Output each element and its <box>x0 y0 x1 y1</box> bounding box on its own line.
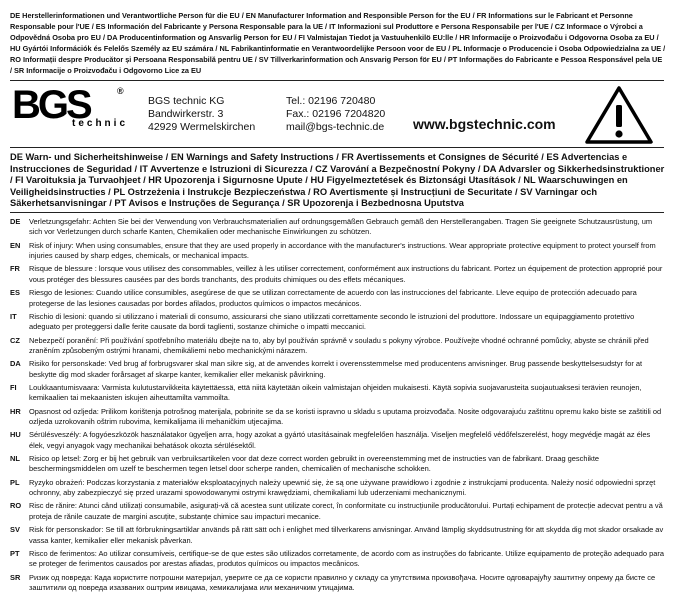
warning-text: Risco de ferimentos: Ao utilizar consumíveis, certifique-se de que estes são utilizados corretamente, de acordo com as instruções do fabricante. Utilize equipamento de proteção adequado para se proteger de ferimentos causados por arestas afiadas, produtos químicos ou impactos mecânicos. <box>29 548 665 569</box>
warning-entry-en <box>10 241 666 262</box>
language-code: FI <box>10 382 17 392</box>
warning-entry-sr <box>10 573 666 594</box>
warning-entry-sv <box>10 525 666 546</box>
company-address <box>148 95 255 134</box>
email-address: mail@bgs-technic.de <box>286 121 385 133</box>
warning-entry-hu <box>10 430 666 451</box>
warning-entry-ro <box>10 501 666 522</box>
manufacturer-info-heading: DE Herstellerinformationen und Verantwortliche Person für die EU / EN Manufacturer Information and Responsible Person for the EU / FR Informations sur le Fabricant et Personne Responsable pour l'UE / ES Información del Fabricante y Persona Responsable para la UE / IT Informazioni sul Produttore e Persona Responsabile per l'UE / CZ Informace o Výrobci a Odpovědná Osoba pro EU / DA Producentinformation og Ansvarlig Person for EU / FI Valmistajan Tiedot ja Vastuuhenkilö EU:lle / HR Informacije o Proizvođaču i Odgovorna Osoba za EU / HU Gyártói Információk és Felelős Személy az EU számára / NL Fabrikantinformatie en Verantwoordelijke Persoon voor de EU / PL Informacje o Producencie i Osoba Odpowiedzialna za UE / RO Informații despre Producător și Persoana Responsabilă pentru UE / SV Tillverkarinformation och Ansvarig Person för EU / PT Informações do Fabricante e Pessoa Responsável pela UE / SR Informacije o Proizvođaču i Odgovorno Lice za EU <box>10 11 666 75</box>
warning-text: Opasnost od ozljeda: Prilikom korištenja potrošnog materijala, pobrinite se da se koristi ispravno u skladu s uputama proizvođača. Nosite odgovarajuću zaštitnu opremu kako biste se zaštitili od ozljeda uzrokovanih oštrim rubovima, kemikalijama ili mehaničkim utjecajima. <box>29 406 662 427</box>
warning-text: Risque de blessure : lorsque vous utilisez des consommables, veillez à les utiliser correctement, conformément aux instructions du fabricant. Portez un équipement de protection approprié pour vous protéger des blessures causées par des bords tranchants, des produits chimiques ou des effets mécaniques. <box>29 264 663 284</box>
warning-text: Loukkaantumisvaara: Varmista kulutustarvikkeita käytettäessä, että niitä käytetään oikein valmistajan ohjeiden mukaisesti. Käytä sopivia suojavarusteita suojautuaksesi terävien reunojen, kemikaalien tai mekaanisten iskujen aiheuttamilta vammoilta. <box>29 382 642 403</box>
warning-entry-da <box>10 359 666 380</box>
language-code: HR <box>10 406 21 416</box>
warning-entry-fr <box>10 264 666 285</box>
logo-registered-mark: ® <box>117 86 124 96</box>
language-code: RO <box>10 501 22 511</box>
language-code: DE <box>10 217 21 226</box>
language-code: FR <box>10 264 20 274</box>
warning-text: Riesgo de lesiones: Cuando utilice consumibles, asegúrese de que se utilizan correctamente de acuerdo con las instrucciones del fabricante. Lleve equipo de protección adecuado para protegerse de las lesiones causadas por bordes afilados, productos químicos o impactos mecánicos. <box>29 288 637 308</box>
website-url: www.bgstechnic.com <box>413 116 556 132</box>
warning-icon <box>584 85 654 145</box>
fax-number: Fax.: 02196 7204820 <box>286 108 386 120</box>
company-city: 42929 Wermelskirchen <box>148 121 256 133</box>
warning-entry-nl <box>10 454 666 475</box>
phone-number: Tel.: 02196 720480 <box>286 95 376 107</box>
language-code: HU <box>10 430 21 440</box>
warning-text: Risk för personskador: Se till att förbrukningsartiklar används på rätt sätt och i enlighet med tillverkarens anvisningar. Använd lämplig skyddsutrustning för att skydda dig mot skador orsakade av vassa kanter, kemikalier eller mekanisk påverkan. <box>29 525 664 545</box>
warning-text: Risiko for personskade: Ved brug af forbrugsvarer skal man sikre sig, at de anvendes korrekt i overensstemmelse med producentens anvisninger. Brug passende beskyttelsesudstyr for at beskytte dig mod skader forårsaget af skarpe kanter, kemikalier eller mekanisk påvirkning. <box>29 359 643 379</box>
warning-entry-fi <box>10 383 666 404</box>
warning-text: Risc de rănire: Atunci când utilizați consumabile, asigurați-vă că acestea sunt utilizate corect, în conformitate cu instrucțiunile producătorului. Purtați echipament de protecție adecvat pentru a vă proteja de rănile cauzate de margini ascuțite, substanțe chimice sau impacturi mecanice. <box>29 501 663 521</box>
company-name: BGS technic KG <box>148 95 225 107</box>
bgs-logo <box>12 83 129 132</box>
language-code: NL <box>10 454 20 464</box>
warning-text: Risico op letsel: Zorg er bij het gebruik van verbruiksartikelen voor dat deze correct worden gebruikt in overeenstemming met de instructies van de fabrikant. Draag geschikte beschermingsmiddelen om uzelf te beschermen tegen letsel door scherpe randen, chemicaliën of mechanische schokken. <box>29 454 600 474</box>
language-code: SV <box>10 525 20 535</box>
warning-text: Ryzyko obrażeń: Podczas korzystania z materiałów eksploatacyjnych należy upewnić się, że są one używane prawidłowo i zgodnie z instrukcjami producenta. Należy nosić odpowiedni sprzęt ochronny, aby zabezpieczyć się przed urazami spowodowanymi ostrymi krawędziami, chemikaliami lub uderzeniami mechanicznymi. <box>29 477 656 498</box>
divider <box>10 80 664 81</box>
warning-text: Sérülésveszély: A fogyóeszközök használatakor ügyeljen arra, hogy azokat a gyártó utasításainak megfelelően használja. Viseljen megfelelő védőfelszerelést, hogy megvédje magát az éles élek, vegyi anyagok vagy mechanikai behatások okozta sérülésektől. <box>29 430 651 450</box>
language-code: PT <box>10 548 20 558</box>
section-title: DE Warn- und Sicherheitshinweise / EN Warnings and Safety Instructions / FR Avertissements et Consignes de Sécurité / ES Advertencias e Instrucciones de Seguridad / IT Avvertenze e Istruzioni di Sicurezza / CZ Varování a Bezpečnostní Pokyny / DA Advarsler og Sikkerhedsinstruktioner / FI Varoituksia ja Turvaohjeet / HR Upozorenja i Sigurnosne Upute / HU Figyelmeztetések és Biztonsági Utasítások / NL Waarschuwingen en Veiligheidsinstructies / PL Ostrzeżenia i Instrukcje Bezpieczeństwa / RO Avertismente și Instrucțiuni de Securitate / SV Varningar och Säkerhetsanvisningar / PT Avisos e Instruções de Segurança / SR Upozorenja i Bezbednosna Uputstva <box>10 152 665 209</box>
language-code: CZ <box>10 335 20 345</box>
warning-text: Verletzungsgefahr: Achten Sie bei der Verwendung von Verbrauchsmaterialien auf ordnungsgemäßen Gebrauch gemäß den Herstellerangaben. Tragen Sie geeignete Schutzausrüstung, um sich vor Verletzungen durch scharfe Kanten, Chemikalien oder mechanische Einwirkungen zu schützen. <box>29 217 653 237</box>
warning-entry-pt <box>10 549 666 570</box>
warning-entries <box>10 217 666 596</box>
warning-entry-cz <box>10 336 666 357</box>
divider <box>10 147 664 148</box>
language-code: PL <box>10 477 20 487</box>
language-code: DA <box>10 359 21 369</box>
warning-text: Nebezpečí poranění: Při používání spotřebního materiálu dbejte na to, aby byl používán správně v souladu s pokyny výrobce. Používejte vhodné ochranné pomůcky, abyste se chránili před zraněním způsobeným ostrými hranami, chemikáliemi nebo mechanickými nárazem. <box>29 335 649 355</box>
warning-entry-es <box>10 288 666 309</box>
warning-entry-de <box>10 217 666 238</box>
warning-text: Ризик од повреда: Када користите потрошни материјал, уверите се да се користи правилно у складу са упутствима произвођача. Носите одговарајућу заштитну опрему да бисте се заштитили од повреда изазваних оштрим ивицама, хемикалијама или механичким утицајима. <box>29 572 656 592</box>
language-code: EN <box>10 240 21 250</box>
warning-text: Risk of injury: When using consumables, ensure that they are used properly in accordance with the manufacturer's instructions. Wear appropriate protective equipment to protect yourself from injuries caused by sharp edges, chemicals, or mechanical impacts. <box>29 240 656 261</box>
company-street: Bandwirkerstr. 3 <box>148 108 224 120</box>
logo-letters: BGS <box>12 83 90 127</box>
language-code: ES <box>10 288 20 298</box>
warning-text: Rischio di lesioni: quando si utilizzano i materiali di consumo, assicurarsi che siano utilizzati correttamente secondo le istruzioni del produttore. Indossare un equipaggiamento protettivo adeguato per proteggersi dalle ferite causate da bordi taglienti, sostanze chimiche o impatti meccanici. <box>29 311 635 332</box>
logo-subtitle: technic <box>72 118 129 129</box>
company-contact <box>286 95 385 134</box>
language-code: SR <box>10 572 21 582</box>
language-code: IT <box>10 311 17 321</box>
warning-entry-hr <box>10 407 666 428</box>
divider <box>10 212 664 213</box>
warning-entry-it <box>10 312 666 333</box>
warning-entry-pl <box>10 478 666 499</box>
